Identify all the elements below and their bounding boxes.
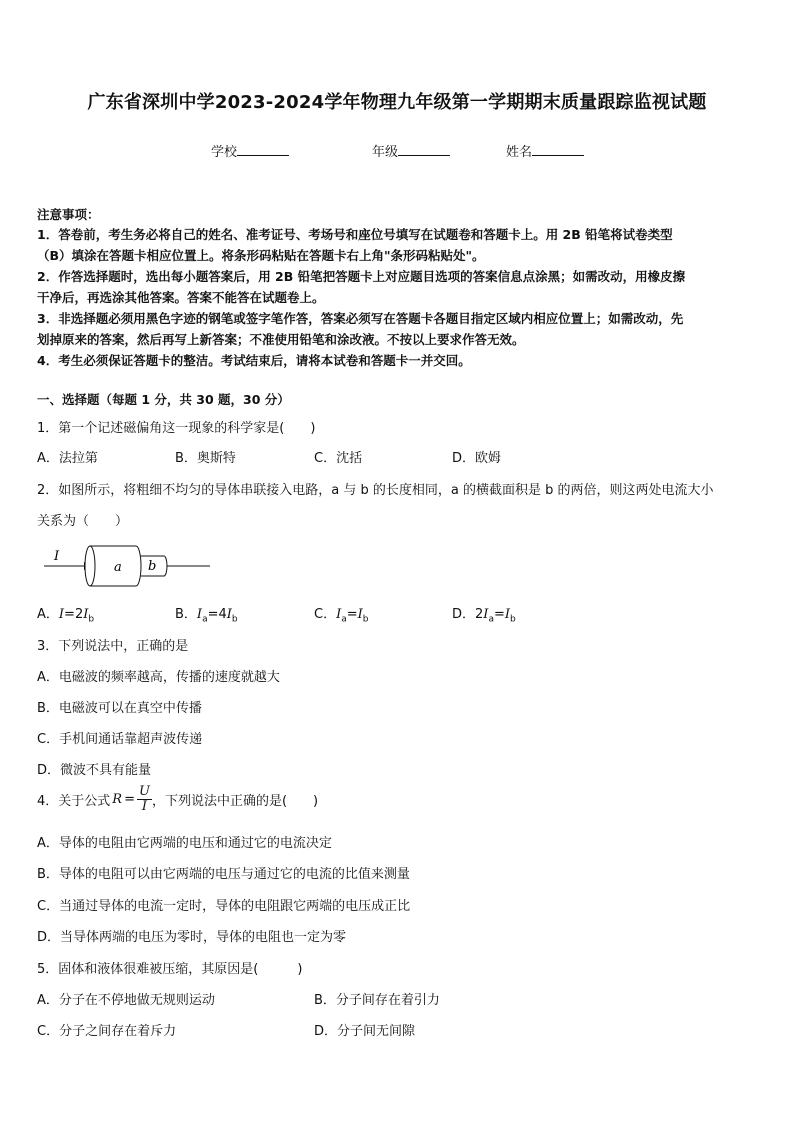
school-blank[interactable] bbox=[237, 143, 289, 156]
formula-fraction: $\frac{U}{I}$ bbox=[138, 784, 150, 814]
q2-option-d[interactable]: D．$2I_a=I_b$ bbox=[452, 607, 516, 625]
name-blank[interactable] bbox=[532, 143, 584, 156]
grade-label: 年级 bbox=[372, 145, 399, 160]
notice-line: 划掉原来的答案，然后再写上新答案；不准使用铅笔和涂改液。不按以上要求作答无效。 bbox=[37, 332, 525, 347]
q1-option-a[interactable]: A．法拉第 bbox=[37, 451, 98, 466]
question-4-stem: 4．关于公式 R = $\frac{U}{I}$ ，下列说法中正确的是( ) bbox=[37, 784, 319, 814]
q3-option-d[interactable]: D．微波不具有能量 bbox=[37, 763, 152, 778]
label-b: b bbox=[148, 559, 157, 574]
formula-lhs: R bbox=[112, 792, 123, 807]
notice-line: 3．非选择题必须用黑色字迹的钢笔或签字笔作答，答案必须写在答题卡各题目指定区域内相应位置上；如需改动，先 bbox=[37, 311, 684, 326]
q3-option-a[interactable]: A．电磁波的频率越高，传播的速度就越大 bbox=[37, 670, 280, 685]
notice-line: 2．作答选择题时，选出每小题答案后，用 2B 铅笔把答题卡上对应题目选项的答案信息点涂黑；如需改动，用橡皮擦 bbox=[37, 269, 686, 284]
q4-option-a[interactable]: A．导体的电阻由它两端的电压和通过它的电流决定 bbox=[37, 836, 332, 851]
notice-heading: 注意事项： bbox=[37, 207, 100, 222]
conductor-figure bbox=[40, 540, 212, 592]
q2-option-c[interactable]: C．$I_a=I_b$ bbox=[314, 607, 369, 625]
notice-line: 干净后，再选涂其他答案。答案不能答在试题卷上。 bbox=[37, 290, 325, 305]
notice-line: 4．考生必须保证答题卡的整洁。考试结束后，请将本试卷和答题卡一并交回。 bbox=[37, 353, 471, 368]
question-2-stem: 2．如图所示，将粗细不均匀的导体串联接入电路，a 与 b 的长度相同，a 的横截面积是 b 的两倍，则这两处电流大小 bbox=[37, 483, 714, 498]
current-label: I bbox=[54, 549, 60, 564]
school-label: 学校 bbox=[211, 145, 238, 160]
q1-option-b[interactable]: B．奥斯特 bbox=[175, 451, 236, 466]
name-label: 姓名 bbox=[506, 145, 533, 160]
grade-field[interactable] bbox=[372, 141, 450, 160]
q4-option-c[interactable]: C．当通过导体的电流一定时，导体的电阻跟它两端的电压成正比 bbox=[37, 899, 411, 914]
q4-option-d[interactable]: D．当导体两端的电压为零时，导体的电阻也一定为零 bbox=[37, 930, 347, 945]
question-5-stem: 5．固体和液体很难被压缩，其原因是( ) bbox=[37, 962, 303, 977]
q2-option-b[interactable]: B．$I_a=4I_b$ bbox=[175, 607, 238, 625]
q4-option-b[interactable]: B．导体的电阻可以由它两端的电压与通过它的电流的比值来测量 bbox=[37, 867, 410, 882]
q3-option-c[interactable]: C．手机间通话靠超声波传递 bbox=[37, 732, 203, 747]
page-title: 广东省深圳中学2023-2024学年物理九年级第一学期期末质量跟踪监视试题 bbox=[87, 92, 707, 113]
q5-option-c[interactable]: C．分子之间存在着斥力 bbox=[37, 1024, 177, 1039]
grade-blank[interactable] bbox=[398, 143, 450, 156]
section-heading: 一、选择题（每题 1 分，共 30 题，30 分） bbox=[37, 392, 290, 407]
school-field[interactable] bbox=[211, 141, 289, 160]
notice-line: 1．答卷前，考生务必将自己的姓名、准考证号、考场号和座位号填写在试题卷和答题卡上。用 2B 铅笔将试卷类型 bbox=[37, 227, 673, 242]
q3-option-b[interactable]: B．电磁波可以在真空中传播 bbox=[37, 701, 202, 716]
q5-option-d[interactable]: D．分子间无间隙 bbox=[314, 1024, 416, 1039]
question-2-stem-cont: 关系为（ ） bbox=[37, 514, 129, 529]
q1-option-d[interactable]: D．欧姆 bbox=[452, 451, 502, 466]
name-field[interactable] bbox=[506, 141, 584, 160]
question-3-stem: 3．下列说法中，正确的是 bbox=[37, 639, 189, 654]
notice-line: （B）填涂在答题卡相应位置上。将条形码粘贴在答题卡右上角"条形码粘贴处"。 bbox=[37, 248, 485, 263]
q5-option-a[interactable]: A．分子在不停地做无规则运动 bbox=[37, 993, 215, 1008]
q2-option-a[interactable]: A．$I=2I_b$ bbox=[37, 607, 95, 625]
conductor-a-end bbox=[85, 546, 95, 586]
label-a: a bbox=[114, 560, 122, 575]
q5-option-b[interactable]: B．分子间存在着引力 bbox=[314, 993, 440, 1008]
question-1-stem: 1．第一个记述磁偏角这一现象的科学家是( ) bbox=[37, 421, 316, 436]
q1-option-c[interactable]: C．沈括 bbox=[314, 451, 363, 466]
